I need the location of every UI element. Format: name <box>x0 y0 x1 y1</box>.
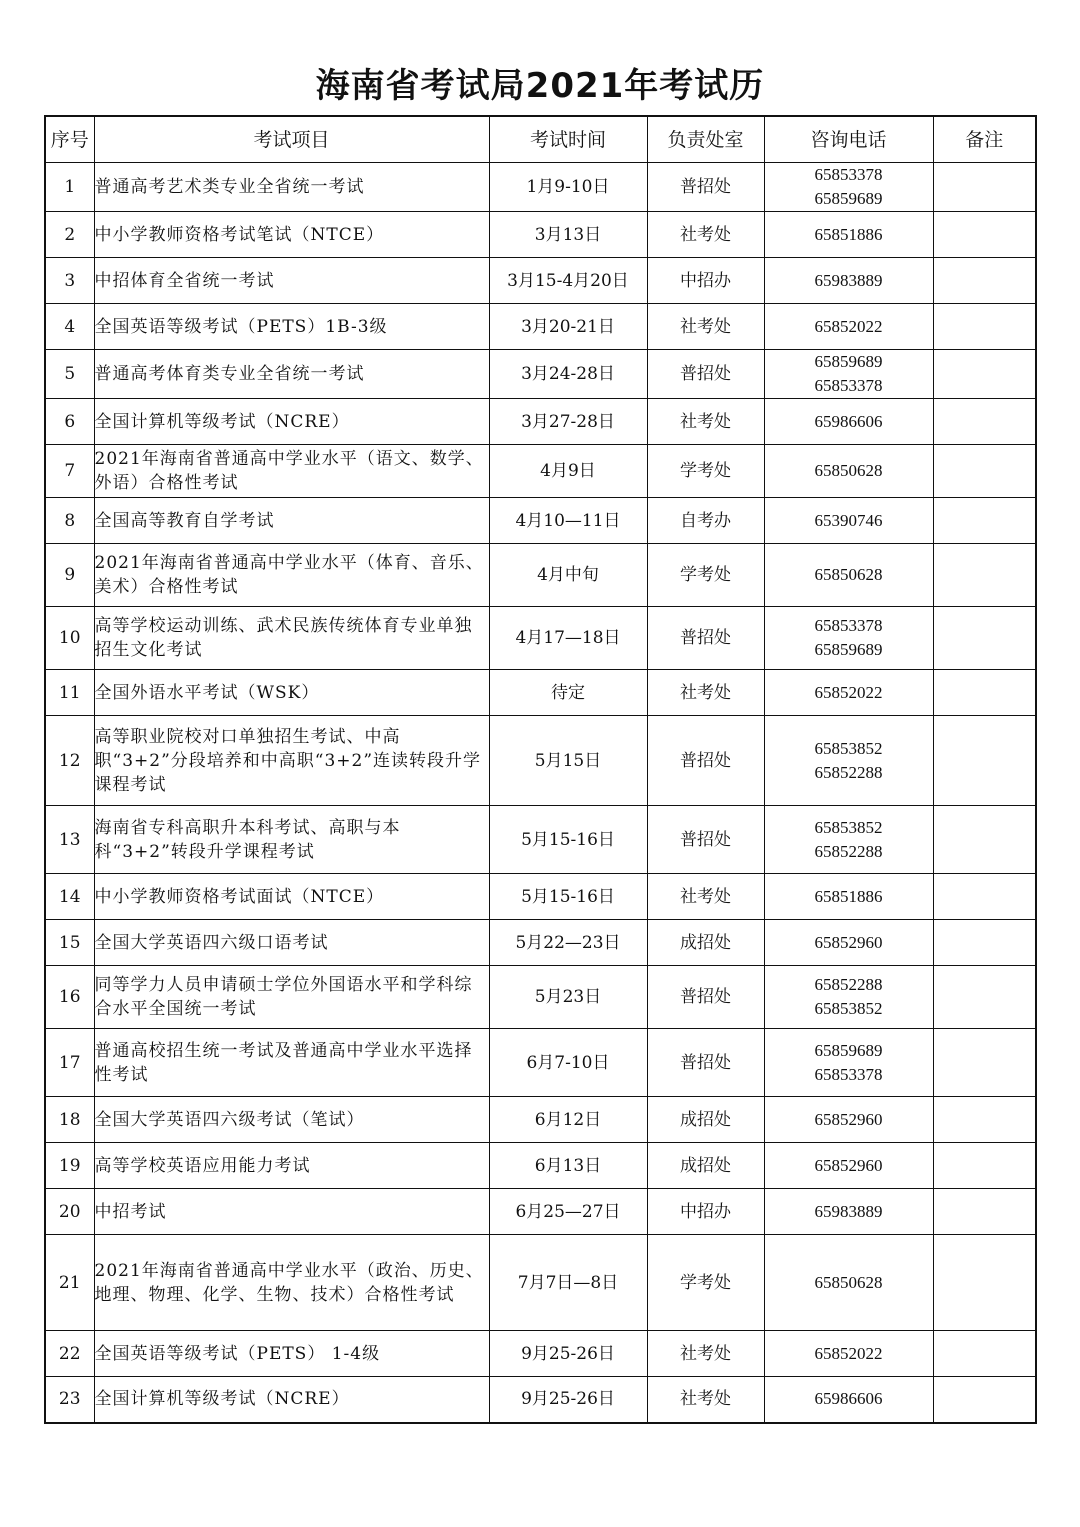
cell-item: 同等学力人员申请硕士学位外国语水平和学科综合水平全国统一考试 <box>94 966 489 1029</box>
cell-no: 20 <box>45 1189 94 1235</box>
cell-time: 7月7日—8日 <box>489 1235 647 1331</box>
cell-no: 21 <box>45 1235 94 1331</box>
phone-number: 65852960 <box>814 932 883 952</box>
cell-note <box>933 304 1036 350</box>
table-row <box>45 1377 1036 1423</box>
cell-dept: 普招处 <box>647 966 764 1029</box>
cell-note <box>933 399 1036 445</box>
cell-dept: 自考办 <box>647 498 764 544</box>
cell-dept: 社考处 <box>647 874 764 920</box>
cell-item: 全国计算机等级考试（NCRE） <box>94 399 489 445</box>
cell-time: 4月17—18日 <box>489 607 647 670</box>
cell-item: 中小学教师资格考试笔试（NTCE） <box>94 212 489 258</box>
header-time: 考试时间 <box>489 116 647 163</box>
cell-note <box>933 716 1036 806</box>
cell-item: 海南省专科高职升本科考试、高职与本科“3+2”转段升学课程考试 <box>94 806 489 874</box>
phone-number: 65852022 <box>814 682 883 702</box>
cell-note <box>933 212 1036 258</box>
cell-item: 高等学校运动训练、武术民族传统体育专业单独招生文化考试 <box>94 607 489 670</box>
cell-dept: 社考处 <box>647 1377 764 1423</box>
table-row <box>45 163 1036 212</box>
cell-dept: 普招处 <box>647 350 764 399</box>
cell-time: 6月7-10日 <box>489 1029 647 1097</box>
cell-phone <box>764 1029 933 1097</box>
table-body <box>45 163 1036 1423</box>
header-note: 备注 <box>933 116 1036 163</box>
cell-note <box>933 258 1036 304</box>
phone-number: 65850628 <box>814 461 883 480</box>
phone-number: 65853852 <box>814 738 883 758</box>
phone-number: 65852960 <box>814 1155 883 1175</box>
cell-phone <box>764 212 933 258</box>
cell-dept: 中招办 <box>647 258 764 304</box>
table-row <box>45 1331 1036 1377</box>
cell-time: 3月24-28日 <box>489 350 647 399</box>
phone-number: 65859689 <box>814 352 883 371</box>
phone-number: 65983889 <box>814 1201 883 1221</box>
phone-number: 65986606 <box>814 411 883 431</box>
header-phone: 咨询电话 <box>764 116 933 163</box>
cell-note <box>933 1029 1036 1097</box>
cell-note <box>933 1189 1036 1235</box>
cell-no: 13 <box>45 806 94 874</box>
cell-phone <box>764 1377 933 1423</box>
cell-item: 全国大学英语四六级考试（笔试） <box>94 1097 489 1143</box>
table-row <box>45 874 1036 920</box>
cell-time: 4月中旬 <box>489 544 647 607</box>
table-row <box>45 445 1036 498</box>
cell-note <box>933 1235 1036 1331</box>
cell-dept: 学考处 <box>647 1235 764 1331</box>
cell-note <box>933 1331 1036 1377</box>
cell-phone <box>764 445 933 498</box>
cell-no: 18 <box>45 1097 94 1143</box>
cell-phone <box>764 806 933 874</box>
table-row <box>45 304 1036 350</box>
cell-item: 全国计算机等级考试（NCRE） <box>94 1377 489 1423</box>
cell-phone <box>764 607 933 670</box>
cell-item: 普通高校招生统一考试及普通高中学业水平选择性考试 <box>94 1029 489 1097</box>
cell-time: 1月9-10日 <box>489 163 647 212</box>
phone-number: 65983889 <box>814 270 883 290</box>
phone-number: 65859689 <box>814 1040 883 1060</box>
cell-phone <box>764 1189 933 1235</box>
cell-phone <box>764 1097 933 1143</box>
cell-dept: 成招处 <box>647 1097 764 1143</box>
phone-number: 65851886 <box>814 224 883 244</box>
table-row <box>45 1235 1036 1331</box>
cell-item: 2021年海南省普通高中学业水平（语文、数学、外语）合格性考试 <box>94 445 489 498</box>
cell-dept: 社考处 <box>647 399 764 445</box>
cell-phone <box>764 258 933 304</box>
table-row <box>45 212 1036 258</box>
header-row <box>45 116 1036 163</box>
cell-item: 中招体育全省统一考试 <box>94 258 489 304</box>
cell-note <box>933 498 1036 544</box>
cell-dept: 普招处 <box>647 163 764 212</box>
phone-number: 65852022 <box>814 1343 883 1363</box>
cell-item: 中小学教师资格考试面试（NTCE） <box>94 874 489 920</box>
cell-no: 6 <box>45 399 94 445</box>
document-title: 海南省考试局2021年考试历 <box>315 66 765 106</box>
cell-no: 15 <box>45 920 94 966</box>
cell-time: 6月13日 <box>489 1143 647 1189</box>
cell-time: 3月13日 <box>489 212 647 258</box>
cell-no: 17 <box>45 1029 94 1097</box>
cell-item: 普通高考艺术类专业全省统一考试 <box>94 163 489 212</box>
cell-note <box>933 607 1036 670</box>
cell-time: 3月27-28日 <box>489 399 647 445</box>
cell-dept: 成招处 <box>647 1143 764 1189</box>
cell-time: 5月15日 <box>489 716 647 806</box>
cell-note <box>933 445 1036 498</box>
cell-dept: 社考处 <box>647 670 764 716</box>
table-row <box>45 350 1036 399</box>
cell-note <box>933 1143 1036 1189</box>
cell-time: 6月25—27日 <box>489 1189 647 1235</box>
cell-item: 全国英语等级考试（PETS）1B-3级 <box>94 304 489 350</box>
phone-number: 65852960 <box>814 1109 883 1129</box>
table-row <box>45 1189 1036 1235</box>
cell-dept: 社考处 <box>647 1331 764 1377</box>
cell-note <box>933 874 1036 920</box>
cell-item: 中招考试 <box>94 1189 489 1235</box>
cell-no: 14 <box>45 874 94 920</box>
cell-dept: 普招处 <box>647 716 764 806</box>
table-row <box>45 399 1036 445</box>
cell-no: 5 <box>45 350 94 399</box>
cell-time: 9月25-26日 <box>489 1331 647 1377</box>
cell-note <box>933 1097 1036 1143</box>
table-row <box>45 920 1036 966</box>
table-row <box>45 498 1036 544</box>
cell-phone <box>764 1143 933 1189</box>
cell-no: 12 <box>45 716 94 806</box>
cell-no: 23 <box>45 1377 94 1423</box>
cell-item: 高等职业院校对口单独招生考试、中高职“3+2”分段培养和中高职“3+2”连读转段升学课程考试 <box>94 716 489 806</box>
cell-item: 全国高等教育自学考试 <box>94 498 489 544</box>
phone-number: 65852288 <box>814 762 883 782</box>
table-row <box>45 1097 1036 1143</box>
cell-no: 8 <box>45 498 94 544</box>
phone-number: 65852288 <box>814 975 883 994</box>
cell-time: 待定 <box>489 670 647 716</box>
cell-dept: 普招处 <box>647 806 764 874</box>
cell-dept: 学考处 <box>647 544 764 607</box>
table-row <box>45 607 1036 670</box>
phone-number: 65852022 <box>814 316 883 336</box>
cell-phone <box>764 1331 933 1377</box>
cell-item: 2021年海南省普通高中学业水平（政治、历史、地理、物理、化学、生物、技术）合格性考试 <box>94 1235 489 1331</box>
table-row <box>45 716 1036 806</box>
cell-item: 全国英语等级考试（PETS） 1-4级 <box>94 1331 489 1377</box>
cell-time: 3月15-4月20日 <box>489 258 647 304</box>
phone-number: 65853852 <box>814 817 883 837</box>
cell-no: 16 <box>45 966 94 1029</box>
cell-note <box>933 163 1036 212</box>
cell-dept: 普招处 <box>647 1029 764 1097</box>
phone-number: 65986606 <box>814 1389 883 1409</box>
cell-time: 4月10—11日 <box>489 498 647 544</box>
phone-number: 65859689 <box>814 189 883 208</box>
header-item: 考试项目 <box>94 116 489 163</box>
phone-number: 65853378 <box>814 1064 883 1084</box>
cell-note <box>933 806 1036 874</box>
table-row <box>45 966 1036 1029</box>
cell-dept: 普招处 <box>647 607 764 670</box>
cell-time: 5月15-16日 <box>489 874 647 920</box>
cell-phone <box>764 544 933 607</box>
cell-phone <box>764 399 933 445</box>
cell-note <box>933 1377 1036 1423</box>
cell-no: 7 <box>45 445 94 498</box>
cell-time: 6月12日 <box>489 1097 647 1143</box>
table-row <box>45 544 1036 607</box>
cell-phone <box>764 966 933 1029</box>
table-row <box>45 806 1036 874</box>
cell-no: 9 <box>45 544 94 607</box>
cell-phone <box>764 920 933 966</box>
cell-time: 5月22—23日 <box>489 920 647 966</box>
table-row <box>45 1143 1036 1189</box>
cell-note <box>933 670 1036 716</box>
phone-number: 65850628 <box>814 565 883 584</box>
table-row <box>45 670 1036 716</box>
cell-note <box>933 920 1036 966</box>
cell-time: 9月25-26日 <box>489 1377 647 1423</box>
cell-no: 10 <box>45 607 94 670</box>
cell-time: 5月15-16日 <box>489 806 647 874</box>
cell-phone <box>764 716 933 806</box>
cell-time: 4月9日 <box>489 445 647 498</box>
cell-no: 22 <box>45 1331 94 1377</box>
cell-item: 2021年海南省普通高中学业水平（体育、音乐、美术）合格性考试 <box>94 544 489 607</box>
table-row <box>45 1029 1036 1097</box>
cell-time: 3月20-21日 <box>489 304 647 350</box>
cell-phone <box>764 350 933 399</box>
cell-item: 高等学校英语应用能力考试 <box>94 1143 489 1189</box>
cell-note <box>933 966 1036 1029</box>
header-dept: 负责处室 <box>647 116 764 163</box>
cell-no: 19 <box>45 1143 94 1189</box>
phone-number: 65853378 <box>814 165 883 184</box>
cell-phone <box>764 304 933 350</box>
header-no: 序号 <box>45 116 94 163</box>
cell-dept: 中招办 <box>647 1189 764 1235</box>
cell-time: 5月23日 <box>489 966 647 1029</box>
cell-no: 4 <box>45 304 94 350</box>
cell-no: 1 <box>45 163 94 212</box>
cell-item: 全国外语水平考试（WSK） <box>94 670 489 716</box>
phone-number: 65853378 <box>814 616 883 635</box>
phone-number: 65850628 <box>814 1272 883 1292</box>
cell-phone <box>764 1235 933 1331</box>
cell-phone <box>764 874 933 920</box>
cell-dept: 学考处 <box>647 445 764 498</box>
cell-no: 2 <box>45 212 94 258</box>
phone-number: 65853378 <box>814 376 883 395</box>
phone-number: 65851886 <box>814 886 883 906</box>
cell-no: 11 <box>45 670 94 716</box>
cell-item: 普通高考体育类专业全省统一考试 <box>94 350 489 399</box>
cell-note <box>933 350 1036 399</box>
cell-no: 3 <box>45 258 94 304</box>
cell-item: 全国大学英语四六级口语考试 <box>94 920 489 966</box>
phone-number: 65852288 <box>814 841 883 861</box>
cell-dept: 社考处 <box>647 304 764 350</box>
phone-number: 65853852 <box>814 999 883 1018</box>
phone-number: 65859689 <box>814 640 883 659</box>
phone-number: 65390746 <box>814 510 883 530</box>
cell-note <box>933 544 1036 607</box>
cell-phone <box>764 670 933 716</box>
cell-dept: 成招处 <box>647 920 764 966</box>
table-row <box>45 258 1036 304</box>
cell-dept: 社考处 <box>647 212 764 258</box>
exam-calendar-table <box>44 115 1037 1424</box>
cell-phone <box>764 498 933 544</box>
cell-phone <box>764 163 933 212</box>
